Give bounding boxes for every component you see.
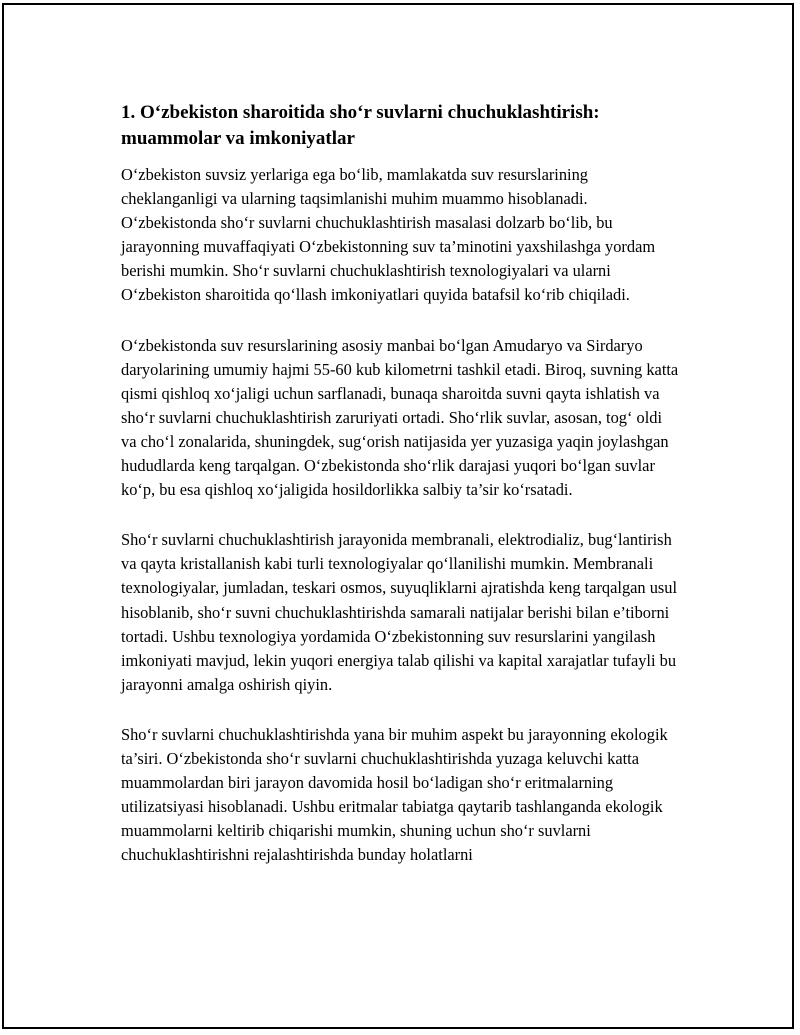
paragraph-2: O‘zbekistonda suv resurslarining asosiy manbai bo‘lgan Amudaryo va Sirdaryo daryolarining umumiy hajmi 55-60 kub kilometrni tashkil etadi. Biroq, suvning katta qismi qishloq xo‘jaligi uchun sarflanadi, bunaqa sharoitda suvni qayta ishlatish va sho‘r suvlarni chuchuklashtirish zaruriyati ortadi. Sho‘rlik suvlar, asosan, tog‘ oldi va cho‘l zonalarida, shuningdek, sug‘orish natijasida yer yuzasiga yaqin joylashgan hududlarda keng tarqalgan. O‘zbekistonda sho‘rlik darajasi yuqori bo‘lgan suvlar ko‘p, bu esa qishloq xo‘jaligida hosildorlikka salbiy ta’sir ko‘rsatadi.	[121, 335, 679, 500]
document-body	[121, 100, 681, 893]
paragraph-1: O‘zbekiston suvsiz yerlariga ega bo‘lib, mamlakatda suv resurslarining cheklanganligi va ularning taqsimlanishi muhim muammo hisoblanadi. O‘zbekistonda sho‘r suvlarni chuchuklashtirish masalasi dolzarb bo‘lib, bu jarayonning muvaffaqiyati O‘zbekistonning suv ta’minotini yaxshilashga yordam berishi mumkin. Sho‘r suvlarni chuchuklashtirish texnologiyalari va ularni O‘zbekiston sharoitida qo‘llash imkoniyatlari quyida batafsil ko‘rib chiqiladi.	[121, 165, 656, 305]
document-page	[2, 3, 794, 1029]
paragraph-3: Sho‘r suvlarni chuchuklashtirish jarayonida membranali, elektrodializ, bug‘lantirish va qayta kristallanish kabi turli texnologiyalar qo‘llanilishi mumkin. Membranali texnologiyalar, jumladan, teskari osmos, suyuqliklarni ajratishda keng tarqalgan usul hisoblanib, sho‘r suvni chuchuklashtirishda samarali natijalar berishi bilan e’tiborni tortadi. Ushbu texnologiya yordamida O‘zbekistonning suv resurslarini yangilash imkoniyati mavjud, lekin yuqori energiya talab qilishi va kapital xarajatlar tufayli bu jarayonni amalga oshirish qiyin.	[121, 530, 678, 694]
paragraph-4: Sho‘r suvlarni chuchuklashtirishda yana bir muhim aspekt bu jarayonning ekologik ta’siri. O‘zbekistonda sho‘r suvlarni chuchuklashtirishda yuzaga keluvchi katta muammolardan biri jarayon davomida hosil bo‘ladigan sho‘r eritmalarning utilizatsiyasi hisoblanadi. Ushbu eritmalar tabiatga qaytarib tashlanganda ekologik muammolarni keltirib chiqarishi mumkin, shuning uchun sho‘r suvlarni chuchuklashtirishni rejalashtirishda bunday holatlarni	[121, 724, 668, 865]
section-title: 1. O‘zbekiston sharoitida sho‘r suvlarni chuchuklashtirish: muammolar va imkoniyatlar	[121, 102, 600, 149]
